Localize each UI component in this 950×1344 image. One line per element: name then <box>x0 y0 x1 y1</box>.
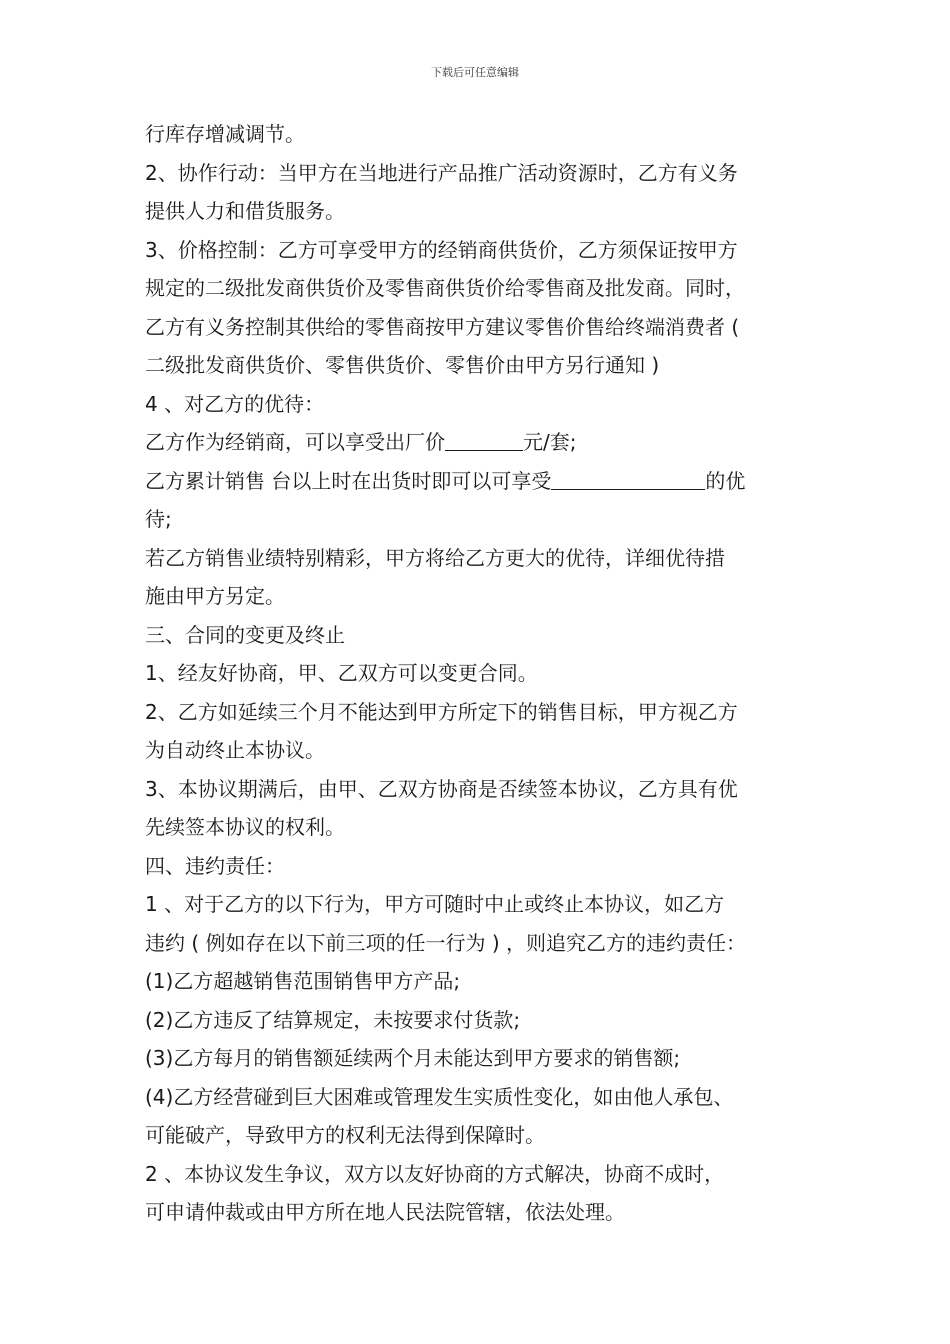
text-line: 乙方有义务控制其供给的零售商按甲方建议零售价售给终端消费者 ( <box>145 314 740 339</box>
text-line-with-blank <box>145 423 820 462</box>
text-segment: 乙方累计销售 台以上时在出货时即可以可享受 <box>145 468 552 493</box>
section-heading: 三、合同的变更及终止 <box>145 622 345 647</box>
text-line: 3、本协议期满后，由甲、乙双方协商是否续签本协议，乙方具有优 <box>145 776 738 801</box>
text-line-with-blank <box>145 462 820 501</box>
text-line: 施由甲方另定。 <box>145 584 285 608</box>
text-line: 1、经友好协商，甲、乙双方可以变更合同。 <box>145 661 538 685</box>
text-segment: 元/套; <box>523 430 577 454</box>
text-line: 2、协作行动：当甲方在当地进行产品推广活动资源时，乙方有义务 <box>145 160 738 185</box>
text-line: 规定的二级批发商供货价及零售商供货价给零售商及批发商。同时， <box>145 276 745 300</box>
section-heading: 4 、对乙方的优待： <box>145 391 325 416</box>
text-line: 2 、本协议发生争议，双方以友好协商的方式解决，协商不成时， <box>145 1161 725 1186</box>
document-body <box>145 115 820 1232</box>
fill-in-blank <box>551 465 705 490</box>
fill-in-blank <box>445 426 523 451</box>
text-line: 行库存增减调节。 <box>145 122 305 146</box>
text-line: 为自动终止本协议。 <box>145 738 325 762</box>
list-item: (4)乙方经营碰到巨大困难或管理发生实质性变化，如由他人承包、 <box>145 1084 734 1109</box>
text-line: 先续签本协议的权利。 <box>145 815 345 839</box>
text-line: 若乙方销售业绩特别精彩，甲方将给乙方更大的优待，详细优待措 <box>145 545 725 570</box>
list-item: (1)乙方超越销售范围销售甲方产品; <box>145 969 461 993</box>
page-header-note: 下载后可任意编辑 <box>431 66 519 79</box>
text-line: 1 、对于乙方的以下行为，甲方可随时中止或终止本协议，如乙方 <box>145 892 725 916</box>
text-line: 3、价格控制：乙方可享受甲方的经销商供货价，乙方须保证按甲方 <box>145 237 738 262</box>
list-item: (3)乙方每月的销售额延续两个月未能达到甲方要求的销售额; <box>145 1046 681 1070</box>
text-line: 提供人力和借货服务。 <box>145 199 345 223</box>
text-segment: 的优 <box>705 468 746 493</box>
text-line: 可申请仲裁或由甲方所在地人民法院管辖，依法处理。 <box>145 1200 625 1224</box>
text-line: 可能破产，导致甲方的权利无法得到保障时。 <box>145 1123 545 1147</box>
text-line: 待; <box>145 507 172 531</box>
text-line: 2、乙方如延续三个月不能达到甲方所定下的销售目标，甲方视乙方 <box>145 699 738 724</box>
section-heading: 四、违约责任： <box>145 853 285 878</box>
text-line: 二级批发商供货价、零售供货价、零售价由甲方另行通知 ) <box>145 353 660 377</box>
list-item: (2)乙方违反了结算规定，未按要求付货款; <box>145 1007 521 1032</box>
text-line: 违约 ( 例如存在以下前三项的任一行为 ) ，则追究乙方的违约责任： <box>145 930 747 955</box>
text-segment: 乙方作为经销商，可以享受出厂价 <box>145 430 445 454</box>
